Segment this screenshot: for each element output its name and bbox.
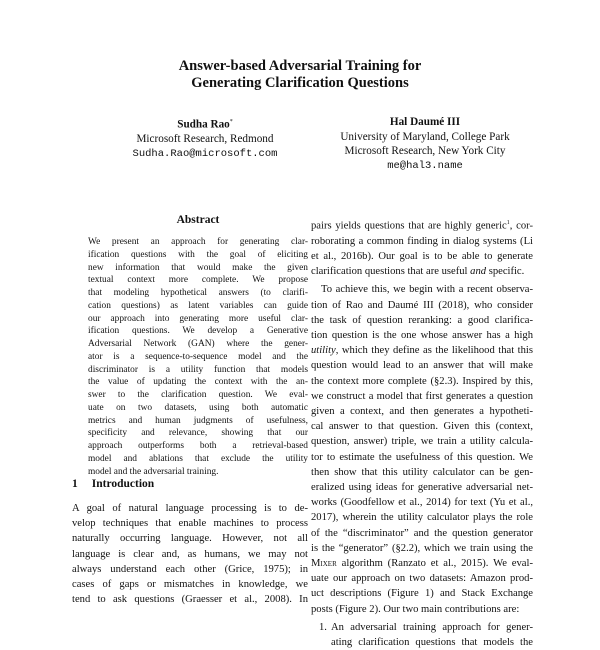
list-number: 1. [319, 621, 327, 633]
body-line: question, answer) triple, we train a utility calcula- [311, 436, 533, 448]
abstract-text [88, 236, 308, 478]
body-line: utility, which they define as the likelihood that this [311, 345, 533, 357]
abstract-line: discriminator is a utility function that models [88, 364, 308, 375]
author-affiliation: Microsoft Research, New York City [344, 145, 506, 157]
body-line: tor to estimate the usefulness of this question. We [311, 451, 533, 463]
body-line: always understand each other (Grice, 1975); in [72, 563, 308, 575]
abstract-line: our approach into generating more useful clar- [88, 313, 308, 324]
footnote-mark: 1 [506, 220, 510, 226]
abstract-line: uate on two datasets, using both automatic [88, 402, 308, 413]
abstract-line: model and the adversarial training. [88, 466, 219, 477]
body-line: eralized using ideas for generative adversarial net- [311, 481, 533, 493]
abstract-heading: Abstract [176, 214, 220, 226]
abstract-line: that modeling hypothetical answers (to clarifi- [88, 288, 308, 298]
body-line: velop techniques that enable machines to process [72, 518, 308, 530]
author-affiliation: Microsoft Research, Redmond [136, 133, 274, 146]
title-line-2: Generating Clarification Questions [191, 75, 409, 91]
body-line: the task of question reranking: a good clarifica- [311, 314, 533, 326]
section-title: Introduction [91, 478, 155, 490]
body-line: language is clear and, as humans, we may not [72, 548, 308, 560]
body-line: cases of gaps or mismatches in knowledge, we [72, 579, 308, 591]
abstract-line: Adversarial Network (GAN) where the gener- [88, 339, 308, 349]
body-line: then show that this utility calculator can be gen- [311, 466, 533, 478]
body-line: Mixer algorithm (Ranzato et al., 2015). We eval- [311, 558, 533, 569]
author-name: Sudha Rao [177, 118, 230, 131]
body-line: et al., 2016b). Our goal is to be able to generate [311, 250, 533, 262]
abstract-line: textual context more complete. We propose [88, 275, 308, 286]
abstract-line: approach outperforms both a retrieval-based [88, 441, 308, 451]
body-line: roborating a common finding in dialog systems (Li [311, 235, 533, 247]
body-line: 2017), wherein the utility calculator plays the role [311, 512, 533, 524]
body-line: A goal of natural language processing is to de- [72, 503, 308, 514]
body-line: tion of Rao and Daumé III (2018), who consider [311, 299, 533, 311]
paper-title [0, 58, 600, 92]
contribution-item: 1. An adversarial training approach for gener- [311, 620, 533, 635]
section-heading-introduction [72, 478, 168, 490]
abstract-line: cation questions) as latent variables can guide [88, 300, 308, 311]
body-line: we construct a model that first generates a question [311, 390, 533, 402]
body-line: the context more complete (§2.3). Inspired by this, [311, 375, 533, 387]
body-line: uate our approach on two datasets: Amazon prod- [311, 573, 533, 585]
author-name: Hal Daumé III [389, 116, 461, 128]
author-footnote-mark: * [229, 119, 233, 125]
body-line: naturally occurring language. However, not all [72, 533, 308, 545]
abstract-line: specificity and relevance, showing that our [88, 428, 308, 439]
abstract-line: the value of updating the context with the an- [88, 377, 308, 388]
abstract-line: metrics and human judgments of usefulness, [88, 415, 308, 426]
body-line: is the “generator” (§2.2), which we train using the [311, 542, 533, 554]
body-line: of the “discriminator” and the question generator [311, 527, 533, 539]
abstract-line: new information that would make the given [88, 262, 308, 273]
body-line: ating clarification questions that models the [331, 637, 533, 649]
body-line: pairs yields questions that are highly generic$^1$, cor- [311, 220, 533, 232]
author-affiliation: University of Maryland, College Park [340, 130, 510, 143]
author-email: Sudha.Rao@microsoft.com [132, 147, 278, 160]
abstract-line: ification questions. We develop a Generative [88, 326, 308, 337]
algorithm-name: Mixer [311, 558, 337, 569]
abstract-line: We present an approach for generating clar- [88, 237, 308, 247]
body-line: clarification questions that are useful and specific. [311, 266, 525, 278]
abstract-line: ator is a sequence-to-sequence model and the [88, 351, 308, 362]
intro-right-column [311, 216, 533, 650]
author-email: me@hal3.name [387, 159, 463, 172]
body-line: To achieve this, we begin with a recent observa- [321, 284, 533, 296]
abstract-line: ification questions with the goal of eliciting [88, 249, 308, 260]
body-line: tend to ask questions (Graesser et al., 2008). In [72, 594, 308, 606]
abstract-line: swer to the clarification question. We eval- [88, 390, 308, 400]
body-line: cal answer to that question. Given this (context, [311, 421, 533, 433]
title-line-1: Answer-based Adversarial Training for [178, 58, 422, 74]
author-block-2 [295, 115, 555, 173]
body-line: tion question is the one whose answer has a high [311, 329, 533, 341]
abstract-line: model and ablations that exclude the utility [88, 453, 308, 464]
section-number: 1 [72, 478, 78, 490]
intro-left-column [72, 501, 308, 607]
body-line: question would lead to an answer that will make [311, 360, 533, 372]
body-line: given a context, and then generates a hypotheti- [311, 405, 533, 417]
body-line: uct descriptions (Figure 1) and Stack Exchange [311, 588, 533, 600]
body-line: works (Goodfellow et al., 2014) for text (Yu et al., [311, 497, 533, 509]
body-line: posts (Figure 2). Our two main contributions are: [311, 603, 520, 615]
